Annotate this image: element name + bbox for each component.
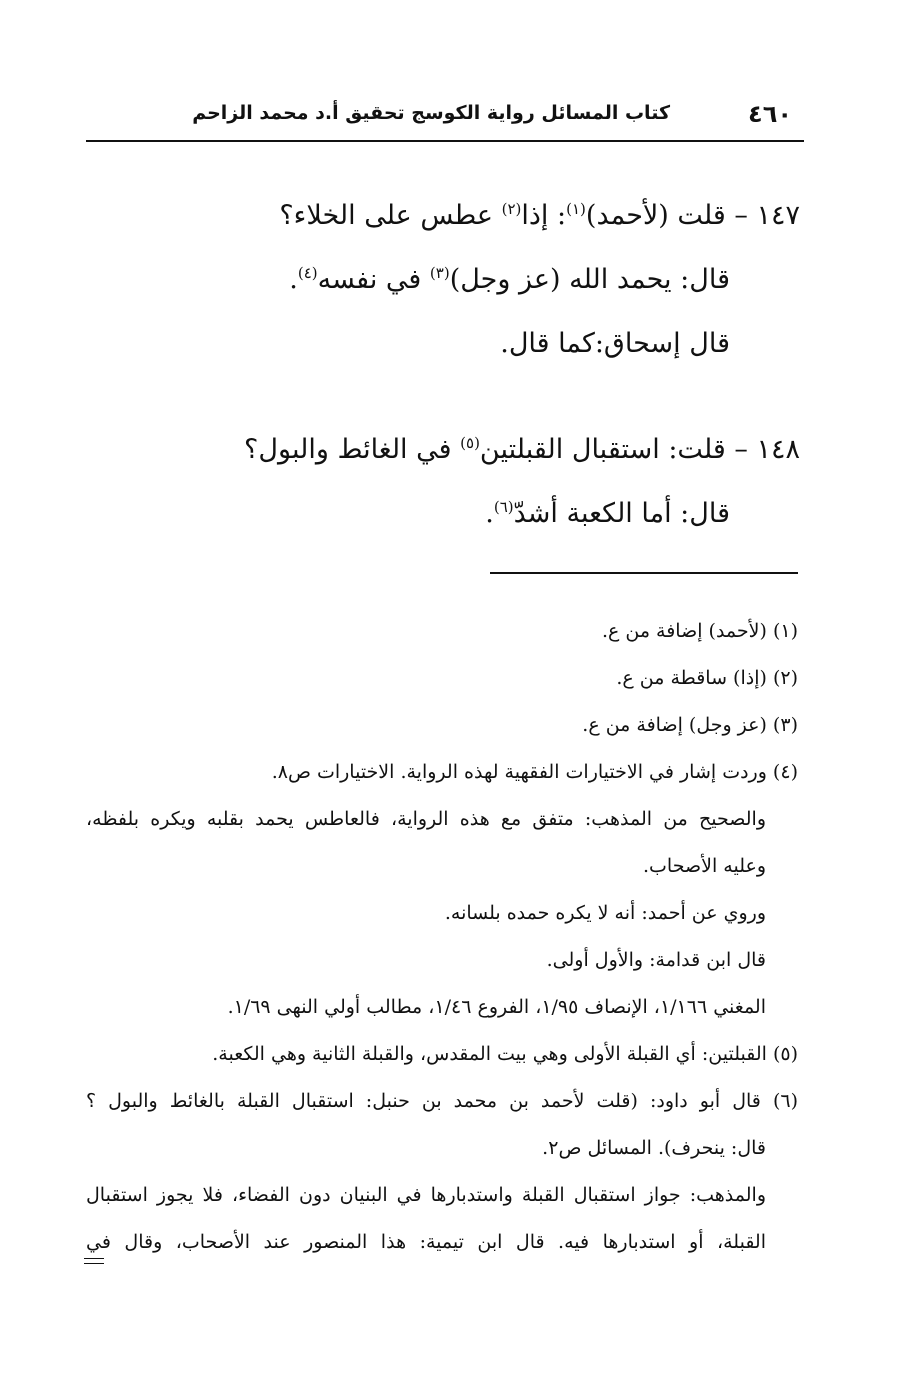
footnotes: [86, 608, 798, 1266]
question-148: [100, 418, 800, 482]
page-header: [86, 100, 800, 136]
question-147: [100, 184, 800, 248]
footnote-6: (٦) قال أبو داود: (قلت لأحمد بن محمد بن حنبل: استقبال القبلة بالغائط والبول ؟: [86, 1090, 798, 1112]
question-dash: –: [734, 434, 748, 465]
footnote-4-line: قال ابن قدامة: والأول أولى.: [546, 949, 766, 971]
continuation-mark: [84, 1258, 104, 1268]
footnote-4-line: والصحيح من المذهب: متفق مع هذه الرواية، فالعاطس يحمد بقلبه ويكره بلفظه،: [86, 808, 766, 830]
footnote-1: (١) (لأحمد) إضافة من ع.: [601, 620, 798, 642]
answer-text: .: [289, 264, 298, 295]
page-number: ٤٦٠: [748, 100, 792, 128]
ishaq-147: قال إسحاق:كما قال.: [500, 328, 730, 359]
footnote-4-line: وروي عن أحمد: أنه لا يكره حمده بلسانه.: [444, 902, 766, 924]
footnote-6-line: القبلة، أو استدبارها فيه. قال ابن تيمية: هذا المنصور عند الأصحاب، وقال في: [86, 1231, 766, 1253]
footnote-ref: (٤): [297, 264, 318, 282]
footnote-separator: [490, 572, 798, 574]
footnote-ref: (٢): [501, 200, 522, 218]
answer-text: في نفسه: [317, 264, 430, 295]
footnote-4: (٤) وردت إشار في الاختيارات الفقهية لهذه الرواية. الاختيارات ص٨.: [271, 761, 798, 783]
footnote-ref: (٥): [460, 434, 480, 452]
footnote-ref: (١): [566, 200, 586, 218]
question-text: في الغائط والبول؟: [244, 434, 461, 465]
answer-148: [100, 482, 800, 546]
question-text: عطس على الخلاء؟: [279, 200, 502, 231]
answer-147: [100, 248, 800, 312]
footnote-2: (٢) (إذا) ساقطة من ع.: [616, 667, 798, 689]
answer-text: قال: أما الكعبة أشدّ: [513, 498, 730, 529]
answer-text: قال: يحمد الله (عز وجل): [449, 264, 730, 295]
footnote-6-line: قال: ينحرف). المسائل ص٢.: [542, 1137, 766, 1159]
question-dash: –: [734, 200, 748, 231]
question-number: ١٤٨: [756, 434, 800, 465]
question-text: قلت (لأحمد): [585, 200, 726, 231]
question-text: : إذا: [521, 200, 567, 231]
main-text: [100, 184, 800, 546]
footnote-6-line: والمذهب: جواز استقبال القبلة واستدبارها في البنيان دون الفضاء، فلا يجوز استقبال: [86, 1184, 766, 1206]
question-text: قلت: استقبال القبلتين: [479, 434, 726, 465]
footnote-5: (٥) القبلتين: أي القبلة الأولى وهي بيت المقدس، والقبلة الثانية وهي الكعبة.: [212, 1043, 798, 1065]
footnote-ref: (٣): [429, 264, 450, 282]
footnote-4-line: وعليه الأصحاب.: [643, 855, 766, 877]
question-number: ١٤٧: [756, 200, 800, 231]
header-rule: [86, 140, 804, 142]
footnote-4-line: المغني ١/١٦٦، الإنصاف ١/٩٥، الفروع ١/٤٦، مطالب أولي النهى ١/٦٩.: [227, 996, 766, 1018]
footnote-ref: (٦): [493, 498, 514, 516]
footnote-3: (٣) (عز وجل) إضافة من ع.: [582, 714, 798, 736]
answer-text: .: [485, 498, 494, 529]
running-title: كتاب المسائل رواية الكوسج تحقيق أ.د محمد الزاحم: [192, 102, 670, 124]
